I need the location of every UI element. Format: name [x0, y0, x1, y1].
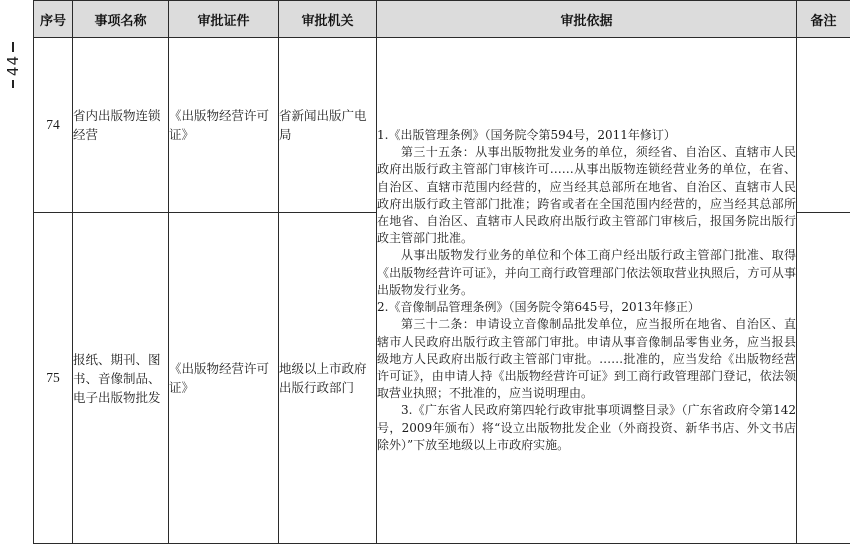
- header-remark: 备注: [797, 1, 850, 38]
- row-item-name: 报纸、期刊、图书、音像制品、电子出版物批发: [73, 213, 169, 544]
- table-row: [34, 38, 850, 213]
- page-number: [2, 30, 24, 100]
- row-remark: [797, 213, 850, 544]
- table-header-row: [34, 1, 850, 38]
- row-seq: 74: [34, 38, 73, 213]
- header-seq: 序号: [34, 1, 73, 38]
- row-authority: 地级以上市政府出版行政部门: [279, 213, 377, 544]
- row-remark: [797, 38, 850, 213]
- row-certificate: 《出版物经营许可证》: [169, 213, 279, 544]
- approval-table: [33, 0, 850, 544]
- row-item-name: 省内出版物连锁经营: [73, 38, 169, 213]
- basis-paragraph: 2.《音像制品管理条例》（国务院令第645号，2013年修正）: [377, 299, 796, 316]
- row-seq: 75: [34, 213, 73, 544]
- header-cert: 审批证件: [169, 1, 279, 38]
- basis-paragraph: 3.《广东省人民政府第四轮行政审批事项调整目录》（广东省政府令第142号，2009年颁布）将“设立出版物批发企业（外商投资、新华书店、外文书店除外）”下放至地级以上市政府实施。: [377, 402, 796, 454]
- header-basis: 审批依据: [377, 1, 797, 38]
- header-name: 事项名称: [73, 1, 169, 38]
- row-certificate: 《出版物经营许可证》: [169, 38, 279, 213]
- page-number-text: 44: [4, 55, 22, 76]
- basis-paragraph: 第三十二条：申请设立音像制品批发单位，应当报所在地省、自治区、直辖市人民政府出版行政主管部门审批。申请从事音像制品零售业务，应当报县级地方人民政府出版行政主管部门审批。……批准的，应当发给《出版物经营许可证》，由申请人持《出版物经营许可证》到工商行政管理部门登记，依法领取营业执照；不批准的，应当说明理由。: [377, 316, 796, 402]
- basis-paragraph: 1.《出版管理条例》（国务院令第594号，2011年修订）: [377, 127, 796, 144]
- basis-paragraph: 第三十五条：从事出版物批发业务的单位，须经省、自治区、直辖市人民政府出版行政主管部门审核许可……从事出版物连锁经营业务的单位，在省、自治区、直辖市范围内经营的，应当经其总部所在地省、自治区、直辖市人民政府出版行政主管部门批准；跨省或者在全国范围内经营的，应当经其总部所在地省、自治区、直辖市人民政府出版行政主管部门审核后，报国务院出版行政主管部门批准。: [377, 144, 796, 247]
- header-org: 审批机关: [279, 1, 377, 38]
- approval-basis-cell: [377, 38, 797, 544]
- basis-paragraph: 从事出版物发行业务的单位和个体工商户经出版行政主管部门批准、取得《出版物经营许可证》，并向工商行政管理部门依法领取营业执照后，方可从事出版物发行业务。: [377, 247, 796, 299]
- row-authority: 省新闻出版广电局: [279, 38, 377, 213]
